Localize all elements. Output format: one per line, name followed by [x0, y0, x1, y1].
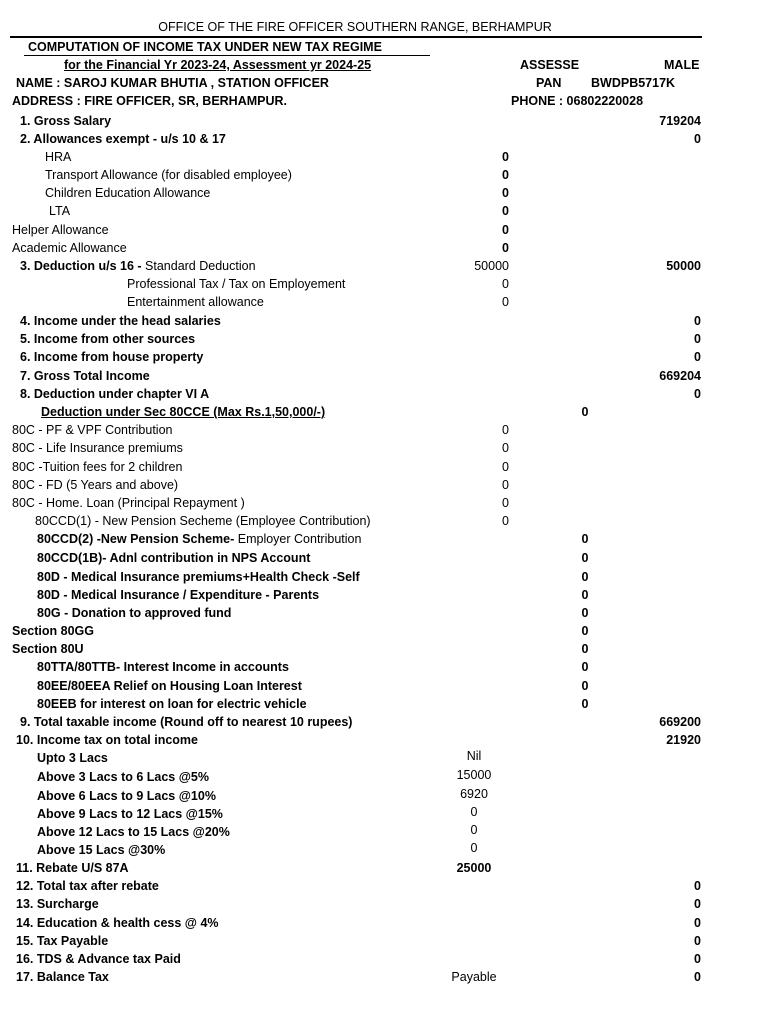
row-value-slab: Payable: [451, 970, 497, 984]
employee-address: ADDRESS : FIRE OFFICER, SR, BERHAMPUR.: [12, 94, 288, 108]
row-value-total: 0: [694, 314, 701, 328]
row-label: Above 12 Lacs to 15 Lacs @20%: [37, 825, 230, 839]
row-value-col2: 0: [581, 405, 589, 419]
header-rule: [10, 36, 702, 38]
row-value-col2: 0: [581, 679, 589, 693]
row-value-total: 0: [694, 934, 701, 948]
row-value-total: 50000: [666, 259, 701, 273]
row-value-total: 0: [694, 132, 701, 146]
row-label: 80D - Medical Insurance premiums+Health Check -Self: [37, 570, 360, 584]
row-value-slab: Nil: [466, 749, 482, 763]
row-label-suffix: Standard Deduction: [145, 259, 256, 273]
row-value-col1: 0: [502, 478, 509, 492]
row-value-col2: 0: [581, 660, 589, 674]
row-label: Upto 3 Lacs: [37, 751, 108, 765]
row-value-total: 669204: [659, 369, 701, 383]
assesse-label: ASSESSE: [520, 58, 580, 72]
row-label: 17. Balance Tax: [16, 970, 109, 984]
row-label: 11. Rebate U/S 87A: [16, 861, 129, 875]
row-value-col1: 0: [502, 460, 509, 474]
row-label: 80D - Medical Insurance / Expenditure - Parents: [37, 588, 320, 602]
financial-year: for the Financial Yr 2023-24, Assessment yr 2024-25: [64, 58, 372, 72]
row-label: 3. Deduction u/s 16 - Standard Deduction: [20, 259, 256, 273]
row-label: Above 3 Lacs to 6 Lacs @5%: [37, 770, 209, 784]
row-label: Above 9 Lacs to 12 Lacs @15%: [37, 807, 223, 821]
row-value-total: 0: [694, 879, 701, 893]
row-label: 80CCD(1B)- Adnl contribution in NPS Account: [37, 551, 311, 565]
row-value-total: 0: [694, 970, 701, 984]
row-value-col1: 0: [502, 496, 509, 510]
row-label: 80TTA/80TTB- Interest Income in accounts: [37, 660, 289, 674]
row-value-col2: 0: [581, 697, 589, 711]
row-label: Helper Allowance: [12, 223, 109, 237]
row-label: 80EEB for interest on loan for electric vehicle: [37, 697, 307, 711]
row-value-total: 0: [694, 387, 701, 401]
row-label: 80C -Tuition fees for 2 children: [12, 460, 183, 474]
row-value-col1: 0: [502, 295, 509, 309]
row-value-col2: 0: [581, 551, 589, 565]
row-value-total: 669200: [659, 715, 701, 729]
row-label: 15. Tax Payable: [16, 934, 109, 948]
row-label: 10. Income tax on total income: [16, 733, 198, 747]
row-label: Entertainment allowance: [127, 295, 264, 309]
row-value-slab: 0: [470, 805, 478, 819]
row-value-col2: 0: [581, 642, 589, 656]
row-value-slab: 15000: [456, 768, 492, 782]
row-label: Children Education Allowance: [45, 186, 211, 200]
row-value-total: 0: [694, 332, 701, 346]
row-label: 14. Education & health cess @ 4%: [16, 916, 219, 930]
row-value-col1: 50000: [474, 259, 509, 273]
heading-underline: [24, 52, 430, 56]
row-label: 7. Gross Total Income: [20, 369, 150, 383]
row-label: 9. Total taxable income (Round off to nearest 10 rupees): [20, 715, 353, 729]
row-value-slab: 6920: [460, 787, 488, 801]
row-label: 16. TDS & Advance tax Paid: [16, 952, 181, 966]
row-label: 1. Gross Salary: [20, 114, 112, 128]
row-value-col1: 0: [502, 150, 509, 164]
computation-heading: COMPUTATION OF INCOME TAX UNDER NEW TAX REGIME: [28, 40, 382, 54]
row-label: 6. Income from house property: [20, 350, 204, 364]
row-value-slab: 0: [470, 841, 478, 855]
row-value-col1: 0: [502, 223, 509, 237]
row-label: Deduction under Sec 80CCE (Max Rs.1,50,000/-): [41, 405, 326, 419]
row-label: 80CCD(2) -New Pension Scheme- Employer Contribution: [37, 532, 362, 546]
office-title: OFFICE OF THE FIRE OFFICER SOUTHERN RANGE, BERHAMPUR: [158, 20, 552, 34]
employee-name: NAME : SAROJ KUMAR BHUTIA , STATION OFFICER: [16, 76, 329, 90]
row-value-col1: 0: [502, 241, 509, 255]
row-value-col1: 0: [502, 441, 509, 455]
row-value-col2: 0: [581, 532, 589, 546]
row-label: 13. Surcharge: [16, 897, 99, 911]
row-value-col1: 0: [502, 514, 509, 528]
row-value-total: 0: [694, 916, 701, 930]
row-value-slab: 0: [470, 823, 478, 837]
row-label: Above 15 Lacs @30%: [37, 843, 166, 857]
row-label: 80C - PF & VPF Contribution: [12, 423, 173, 437]
row-value-col1: 0: [502, 204, 509, 218]
row-value-col1: 0: [502, 186, 509, 200]
row-label: 4. Income under the head salaries: [20, 314, 221, 328]
row-value-total: 0: [694, 952, 701, 966]
row-label: Academic Allowance: [12, 241, 127, 255]
row-label: 80G - Donation to approved fund: [37, 606, 232, 620]
row-label: 8. Deduction under chapter VI A: [20, 387, 210, 401]
row-label: 5. Income from other sources: [20, 332, 196, 346]
row-label-suffix: Employer Contribution: [237, 532, 362, 546]
row-label: 12. Total tax after rebate: [16, 879, 159, 893]
row-value-col2: 0: [581, 606, 589, 620]
row-label: 80CCD(1) - New Pension Secheme (Employee Contribution): [35, 514, 371, 528]
pan-label: PAN: [536, 76, 562, 90]
row-value-col2: 0: [581, 624, 589, 638]
row-value-total: 719204: [659, 114, 701, 128]
row-value-col1: 0: [502, 423, 509, 437]
phone-number: PHONE : 06802220028: [511, 94, 644, 108]
row-label: 80C - Home. Loan (Principal Repayment ): [12, 496, 245, 510]
row-label: 80C - FD (5 Years and above): [12, 478, 179, 492]
row-label: Transport Allowance (for disabled employee): [45, 168, 292, 182]
row-value-col2: 0: [581, 588, 589, 602]
row-label: Section 80GG: [12, 624, 94, 638]
row-value-col1: 0: [502, 277, 509, 291]
row-value-col2: 0: [581, 570, 589, 584]
row-label: HRA: [45, 150, 72, 164]
pan-value: BWDPB5717K: [591, 76, 676, 90]
row-label: 80EE/80EEA Relief on Housing Loan Interest: [37, 679, 302, 693]
row-label: Professional Tax / Tax on Employement: [127, 277, 346, 291]
row-value-col1: 0: [502, 168, 509, 182]
row-label: Above 6 Lacs to 9 Lacs @10%: [37, 789, 216, 803]
assesse-value: MALE: [664, 58, 700, 72]
row-label: Section 80U: [12, 642, 84, 656]
row-value-total: 0: [694, 897, 701, 911]
row-value-slab: 25000: [456, 861, 492, 875]
row-value-total: 21920: [666, 733, 701, 747]
row-label: LTA: [49, 204, 71, 218]
row-value-total: 0: [694, 350, 701, 364]
row-label: 2. Allowances exempt - u/s 10 & 17: [20, 132, 226, 146]
row-label: 80C - Life Insurance premiums: [12, 441, 183, 455]
